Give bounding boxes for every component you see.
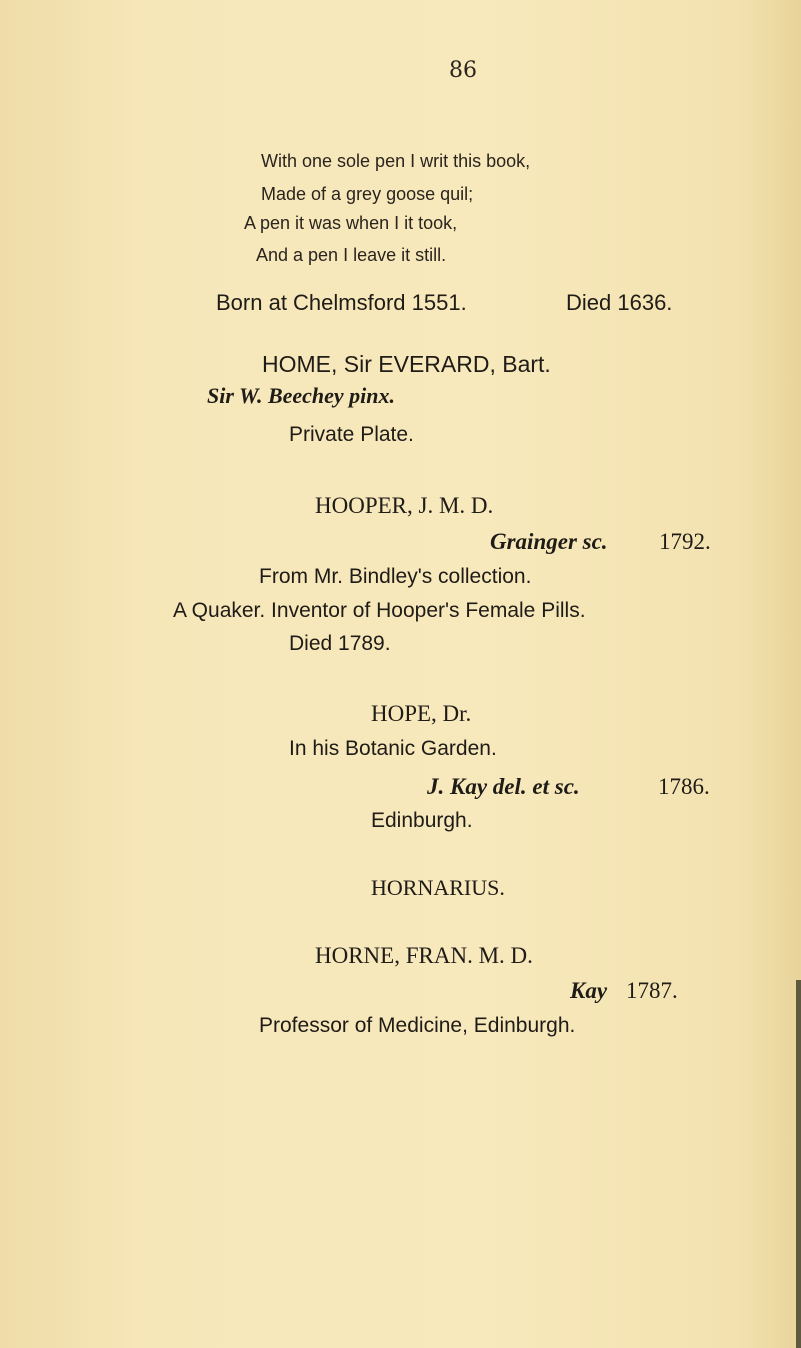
entry-hope-place: Edinburgh. [371, 809, 473, 832]
entry-hooper-name: HOOPER, J. M. D. [315, 493, 494, 518]
entry-hooper-provenance: From Mr. Bindley's collection. [259, 565, 532, 588]
entry-hooper-year: 1792. [659, 529, 711, 554]
entry-hooper-engraver: Grainger sc. [490, 529, 608, 554]
entry-hooper-description: A Quaker. Inventor of Hooper's Female Pills. [173, 599, 586, 622]
verse-line-2: Made of a grey goose quil; [261, 184, 474, 204]
entry-hope-year: 1786. [658, 774, 710, 799]
entry-home-note: Private Plate. [289, 423, 414, 446]
page-edge-shadow [796, 980, 801, 1348]
entry-hope-artist: J. Kay del. et sc. [427, 774, 580, 799]
entry-hooper-died: Died 1789. [289, 632, 391, 655]
verse-line-4: And a pen I leave it still. [256, 245, 447, 265]
entry-hope-name: HOPE, Dr. [371, 701, 472, 726]
entry-home-name: HOME, Sir EVERARD, Bart. [262, 351, 551, 377]
entry-horne-year: 1787. [626, 978, 678, 1003]
born-text: Born at Chelmsford 1551. [216, 290, 467, 315]
page-number: 86 [449, 58, 477, 83]
entry-horne-description: Professor of Medicine, Edinburgh. [259, 1014, 576, 1037]
entry-hornarius-name: HORNARIUS. [371, 875, 505, 900]
entry-horne-artist: Kay [570, 978, 608, 1003]
entry-hope-description: In his Botanic Garden. [289, 737, 497, 760]
verse-line-1: With one sole pen I writ this book, [261, 151, 531, 171]
entry-home-artist: Sir W. Beechey pinx. [207, 383, 396, 408]
died-text: Died 1636. [566, 290, 673, 315]
entry-horne-name: HORNE, FRAN. M. D. [315, 943, 533, 968]
verse-line-3: A pen it was when I it took, [244, 213, 458, 233]
